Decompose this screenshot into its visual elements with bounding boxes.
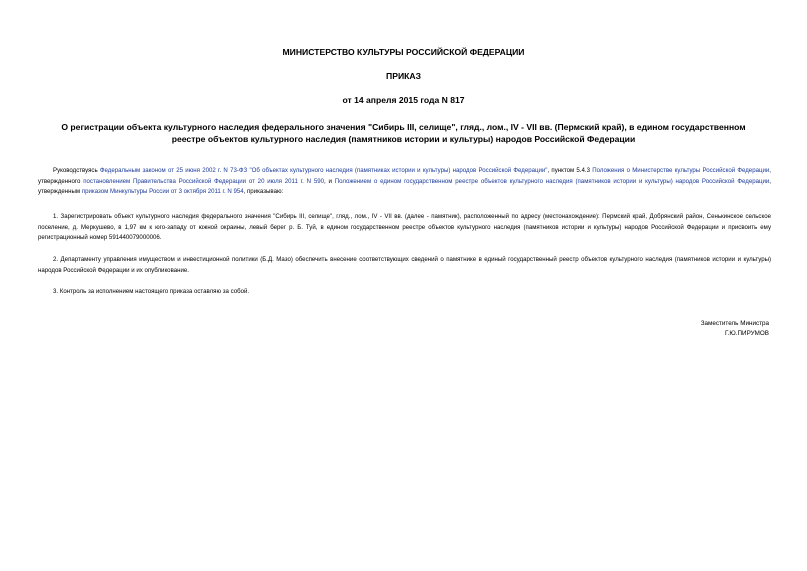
signer-name: Г.Ю.ПИРУМОВ <box>725 330 769 337</box>
preamble-text-6: , приказываю: <box>243 188 284 195</box>
preamble-paragraph <box>38 166 771 198</box>
preamble-text-4: , и <box>324 177 335 185</box>
item-1-paragraph: 1. Зарегистрировать объект культурного наследия федерального значения "Сибирь III, селище", гляд., лом., IV - VII вв. (далее - памятник), расположенный по адресу (местонахождение): Пермский край, Добрянский район, Сенькинское сельское поселение, д. Меркушево, в 1,97 км к юго-западу от южной окраины, левый берег р. Б. Туй, в едином государственном реестре объектов культурного наследия (памятников истории и культуры) народов Российской Федерации и присвоить ему регистрационный номер 591440079000006. <box>38 213 771 241</box>
item-3-paragraph: 3. Контроль за исполнением настоящего приказа оставляю за собой. <box>53 288 250 295</box>
registry-regulation-link[interactable]: Положением о едином государственном реестре объектов культурного наследия (памятников истории и культуры) народов Российской Федерации <box>334 177 770 185</box>
item-2-paragraph: 2. Департаменту управления имуществом и инвестиционной политики (Б.Д. Мазо) обеспечить внесение соответствующих сведений о памятнике в единый государственный реестр объектов культурного наследия (памятников истории и культуры) народов Российской Федерации и их опубликование. <box>38 256 771 274</box>
doc-type-heading: ПРИКАЗ <box>386 71 421 81</box>
ministry-heading: МИНИСТЕРСТВО КУЛЬТУРЫ РОССИЙСКОЙ ФЕДЕРАЦИИ <box>282 47 525 57</box>
document-title: О регистрации объекта культурного наследия федерального значения "Сибирь III, селище", гляд., лом., IV - VII вв. (Пермский край), в едином государственном реестре объектов культурного наследия (памятников истории и культуры) народов Российской Федерации <box>61 122 746 144</box>
preamble-text-3: , утвержденного <box>38 167 771 185</box>
ministry-regulation-link[interactable]: Положения о Министерстве культуры Российской Федерации <box>592 167 770 174</box>
date-number-heading: от 14 апреля 2015 года N 817 <box>342 95 465 105</box>
government-decree-link[interactable]: постановлением Правительства Российской Федерации от 20 июля 2011 г. N 590 <box>83 177 325 185</box>
federal-law-link[interactable]: Федеральным законом от 25 июня 2002 г. N 73-ФЗ "Об объектах культурного наследия (памятниках истории и культуры) народов Российской Федерации" <box>99 167 548 174</box>
ministry-order-link[interactable]: приказом Минкультуры России от 3 октября 2011 г. N 954 <box>81 188 244 195</box>
preamble-text-5: , утвержденным <box>38 177 771 195</box>
signer-position: Заместитель Министра <box>700 320 769 327</box>
preamble-text-2: , пунктом 5.4.3 <box>547 167 593 174</box>
preamble-text-1: Руководствуясь <box>53 167 100 174</box>
